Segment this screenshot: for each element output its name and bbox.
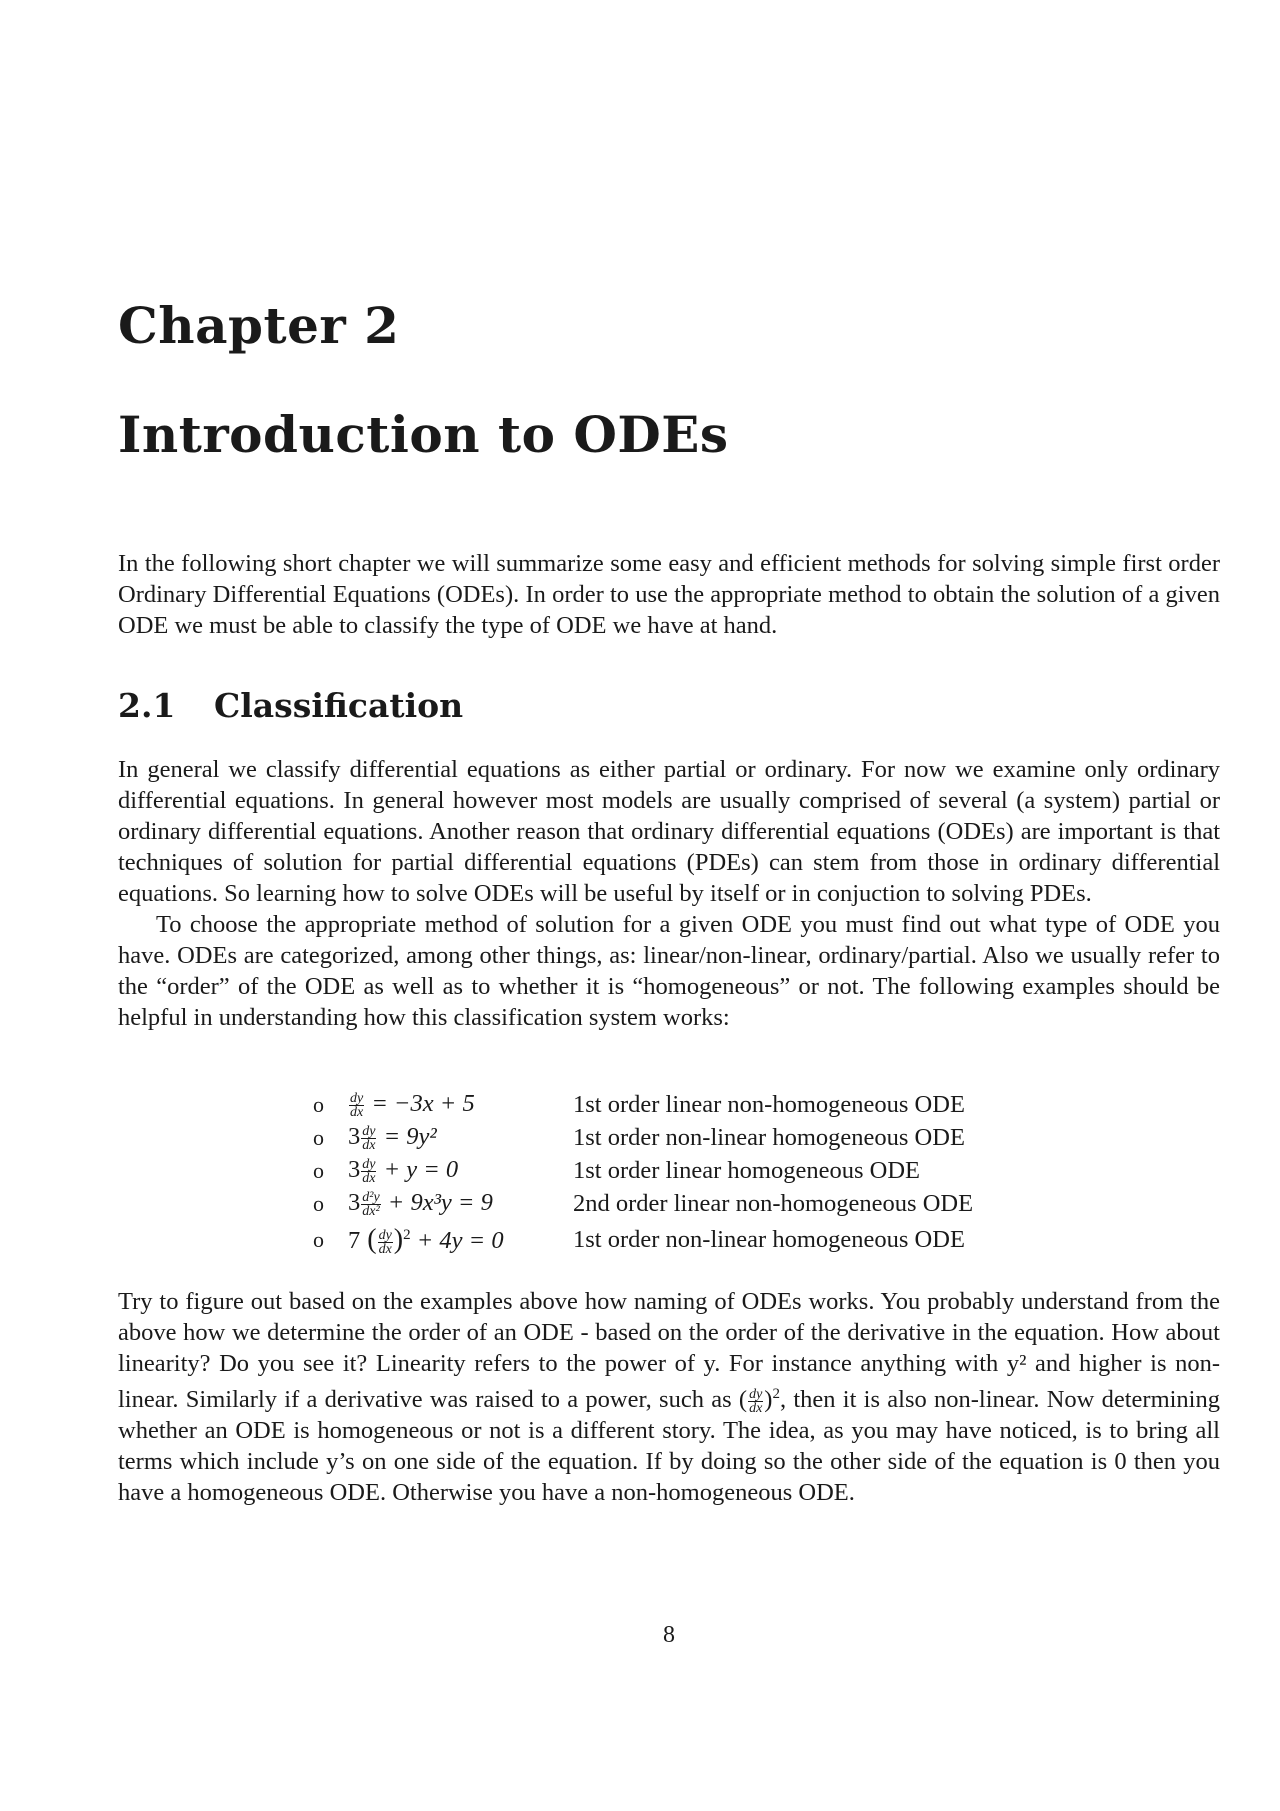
classification-body [118, 754, 1220, 1033]
examples-list [313, 1088, 973, 1260]
equation: 7 ( $\frac{dy}{dx}$ )$^2$ + 4y = 0 [348, 1224, 504, 1257]
intro-paragraph: In the following short chapter we will summarize some easy and efficient methods for solving simple first order Ordinary Differential Equations (ODEs). In order to use the appropriate method to obtain the solution of a given ODE we must be able to classify the type of ODE we have at hand. [118, 550, 1220, 639]
chapter-label: Chapter 2 [118, 296, 400, 355]
bullet: o [313, 1124, 324, 1150]
section-number: 2.1 [118, 686, 176, 725]
document-page [118, 0, 1220, 1811]
example-row [313, 1220, 973, 1260]
bullet: o [313, 1091, 324, 1117]
equation: $\frac{dy}{dx}$ = −3x + 5 [350, 1090, 475, 1120]
example-description: 2nd order linear non-homogeneous ODE [573, 1189, 974, 1217]
example-description: 1st order non-linear homogeneous ODE [573, 1123, 965, 1151]
example-row [313, 1121, 973, 1154]
fraction: $\frac{\text{d²y}}{\text{dx²}}$ [362, 1189, 380, 1219]
section-heading [118, 686, 463, 725]
fraction: $\frac{dy}{dx}$ [362, 1156, 376, 1186]
equation: 3 $\frac{\text{d²y}}{\text{dx²}}$ + 9x³y = 9 [348, 1189, 493, 1219]
bullet: o [313, 1227, 324, 1252]
example-description: 1st order non-linear homogeneous ODE [573, 1226, 965, 1253]
fraction: $\frac{dy}{dx}$ [362, 1123, 376, 1153]
bullet: o [313, 1190, 324, 1216]
example-description: 1st order linear non-homogeneous ODE [573, 1090, 965, 1118]
section-title: Classification [214, 686, 464, 725]
conclusion-paragraph: Try to figure out based on the examples above how naming of ODEs works. You probably understand from the above how we determine the order of an ODE - based on the order of the derivative in the equation. How about linearity? Do you see it? Linearity refers to the power of y. For instance anything with y² and higher is non-linear. Similarly if a derivative was raised to a power, such as ( $\frac{dy}{dx}$ )$^2$, then it is also non-linear. Now determining whether an ODE is homogeneous or not is a different story. The idea, as you may have noticed, is to bring all terms which include y’s on one side of the equation. If by doing so the other side of the equation is 0 then you have a homogeneous ODE. Otherwise you have a non-homogeneous ODE. [118, 1288, 1220, 1507]
fraction: $\frac{dy}{dx}$ [350, 1090, 364, 1120]
example-description: 1st order linear homogeneous ODE [573, 1156, 920, 1184]
fraction: $\frac{dy}{dx}$ [378, 1227, 392, 1257]
inline-fraction: $\frac{dy}{dx}$ [749, 1387, 763, 1417]
example-row [313, 1088, 973, 1121]
bullet: o [313, 1157, 324, 1183]
classification-paragraph-1: In general we classify differential equations as either partial or ordinary. For now we examine only ordinary differential equations. In general however most models are usually comprised of several (a system) partial or ordinary differential equations. Another reason that ordinary differential equations (ODEs) are important is that techniques of solution for partial differential equations (PDEs) can stem from those in ordinary differential equations. So learning how to solve ODEs will be useful by itself or in conjuction to solving PDEs. [118, 756, 1220, 907]
equation: 3 $\frac{dy}{dx}$ = 9y² [348, 1123, 437, 1153]
example-row [313, 1187, 973, 1220]
chapter-title: Introduction to ODEs [118, 405, 729, 464]
classification-paragraph-2: To choose the appropriate method of solution for a given ODE you must find out what type of ODE you have. ODEs are categorized, among other things, as: linear/non-linear, ordinary/partial. Also we usually refer to the “order” of the ODE as well as to whether it is “homogeneous” or not. The following examples should be helpful in understanding how this classification system works: [118, 911, 1220, 1031]
example-row [313, 1154, 973, 1187]
equation: 3 $\frac{dy}{dx}$ + y = 0 [348, 1156, 459, 1186]
page-number: 8 [663, 1622, 675, 1648]
